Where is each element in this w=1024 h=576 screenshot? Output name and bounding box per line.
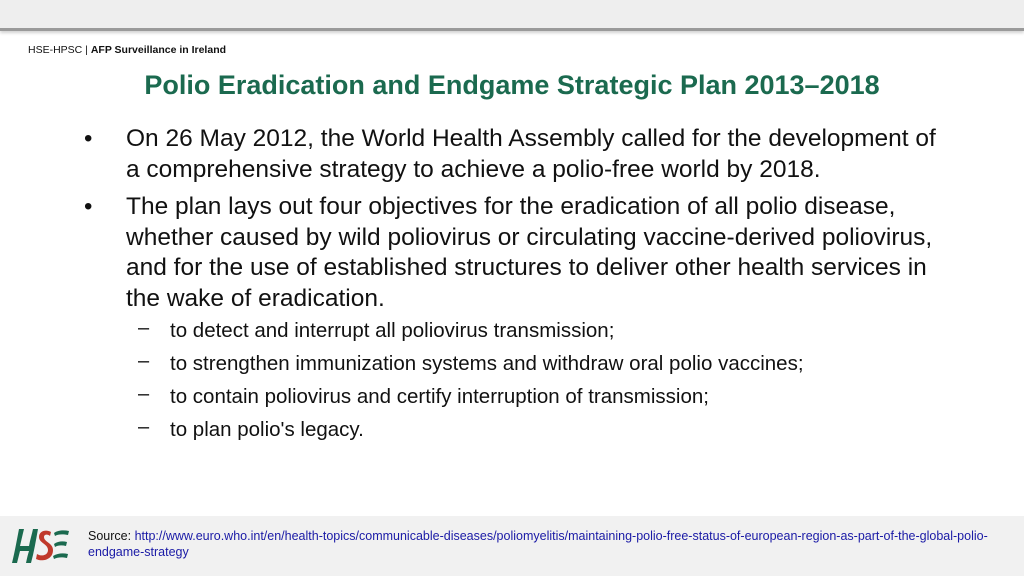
bullet-text: The plan lays out four objectives for the eradication of all polio disease, whether caused by wild poliovirus or circulating vaccine-derived poliovirus, and for the use of established structures to deliver other health services in the wake of eradication. [126, 193, 933, 312]
source-citation [88, 528, 998, 560]
header-section: AFP Surveillance in Ireland [90, 44, 227, 56]
sub-marker: – [138, 416, 150, 438]
sub-marker: – [138, 317, 150, 339]
sub-item [84, 418, 944, 442]
slide-content [84, 124, 944, 451]
bullet-item [84, 124, 944, 185]
header-separator: | [82, 44, 91, 56]
header-line [28, 44, 226, 56]
top-bar [0, 0, 1024, 31]
header-org: HSE-HPSC [28, 44, 83, 56]
bullet-marker: • [84, 193, 93, 220]
objectives-list [84, 319, 944, 442]
bullet-marker: • [84, 125, 93, 152]
sub-marker: – [138, 350, 150, 372]
sub-text: to detect and interrupt all poliovirus transmission; [170, 319, 615, 342]
sub-item [84, 352, 944, 376]
source-link[interactable]: http://www.euro.who.int/en/health-topics/communicable-diseases/poliomyelitis/maintaining-polio-free-status-of-european-region-as-part-of-the-global-polio-endgame-strategy [88, 529, 988, 559]
sub-text: to plan polio's legacy. [170, 418, 364, 441]
slide-title: Polio Eradication and Endgame Strategic Plan 2013–2018 [144, 70, 880, 100]
bullet-text: On 26 May 2012, the World Health Assembly called for the development of a comprehensive strategy to achieve a polio-free world by 2018. [126, 125, 936, 183]
sub-text: to contain poliovirus and certify interruption of transmission; [170, 385, 709, 408]
footer [0, 516, 1024, 576]
hse-logo-icon [8, 523, 70, 569]
sub-text: to strengthen immunization systems and withdraw oral polio vaccines; [170, 352, 804, 375]
sub-marker: – [138, 383, 150, 405]
bullet-item [84, 192, 944, 314]
source-label: Source: [88, 529, 135, 543]
sub-item [84, 385, 944, 409]
sub-item [84, 319, 944, 343]
